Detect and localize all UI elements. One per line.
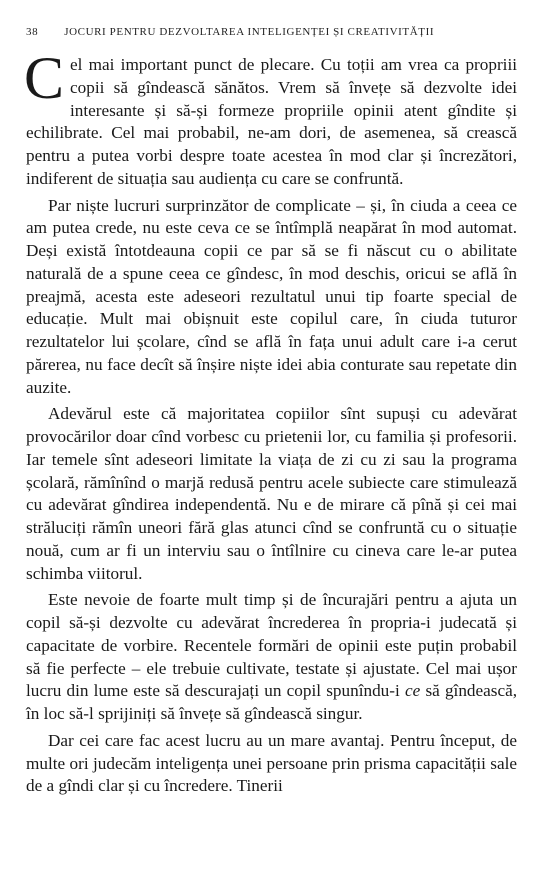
paragraph-4: [26, 589, 517, 726]
page-number: 38: [26, 26, 39, 38]
paragraph-1-text: el mai important punct de plecare. Cu toții am vrea ca propriii copii să gîndească sănătos. Vrem să învețe să dezvolte idei interesante și să-și formeze propriile opinii atent gîndite și echilibrate. Cel mai probabil, ne-am dori, de asemenea, să crească pentru a putea vorbi despre toate acestea în mod clar și încrezători, indiferent de situația sau audiența cu care se confruntă.: [26, 55, 517, 188]
running-title: JOCURI PENTRU DEZVOLTAREA INTELIGENȚEI ȘI CREATIVITĂȚII: [64, 26, 435, 38]
paragraph-4-italic: ce: [404, 681, 421, 701]
body-text: [24, 45, 518, 798]
paragraph-2: Par niște lucruri surprinzător de complicate – și, în ciuda a ceea ce am putea crede, nu este ceva ce se întîmplă neapărat în mod automat. Deși există întotdeauna copii ce par să se fi născut cu o abilitate naturală de a spune ceea ce gîndesc, în mod deschis, oricui se află în preajmă, acesta este adeseori rezultatul unui tip foarte special de educație. Mult mai obișnuit este copilul care, în ciuda tuturor rezultatelor lui școlare, cînd se află în fața unui adult care i-a cerut părerea, nu face decît să înșire niște idei abia conturate sau repetate din auzite.: [26, 195, 517, 397]
drop-cap: C: [24, 45, 65, 111]
paragraph-4-text: Este nevoie de foarte mult timp și de încurajări pentru a ajuta un copil să-și dezvolte cu adevărat încrederea în propria-i judecată și capacitate de vorbire. Recentele formări de opinii este puțin probabil să fie perfecte – ele trebuie cultivate, testate și ajustate. Cel mai ușor lucru din lume este să descurajați un copil spunîndu-i: [26, 590, 517, 701]
paragraph-4-end: să gîndească, în loc să-l sprijiniți să învețe să gîndească singur.: [26, 681, 518, 723]
paragraph-5: Dar cei care fac acest lucru au un mare avantaj. Pentru început, de multe ori judecăm inteligența unei persoane prin prisma capacității sale de a gîndi clar și cu încredere. Tinerii: [26, 730, 517, 796]
paragraph-3: Adevărul este că majoritatea copiilor sînt supuși cu adevărat provocărilor doar cînd vorbesc cu prietenii lor, cu familia și profesorii. Iar temele sînt adeseori limitate la viața de zi cu zi sau la programa școlară, rămînînd o marjă redusă pentru acele subiecte care stimulează cu adevărat gîndirea independentă. Nu e de mirare că pînă și cei mai străluciți rămîn uneori fără glas atunci cînd se confruntă cu o situație nouă, cum ar fi un interviu sau o întîlnire cu cineva care le-ar putea schimba viitorul.: [26, 404, 517, 583]
paragraph-1: [24, 45, 517, 191]
page-header: [26, 26, 517, 38]
